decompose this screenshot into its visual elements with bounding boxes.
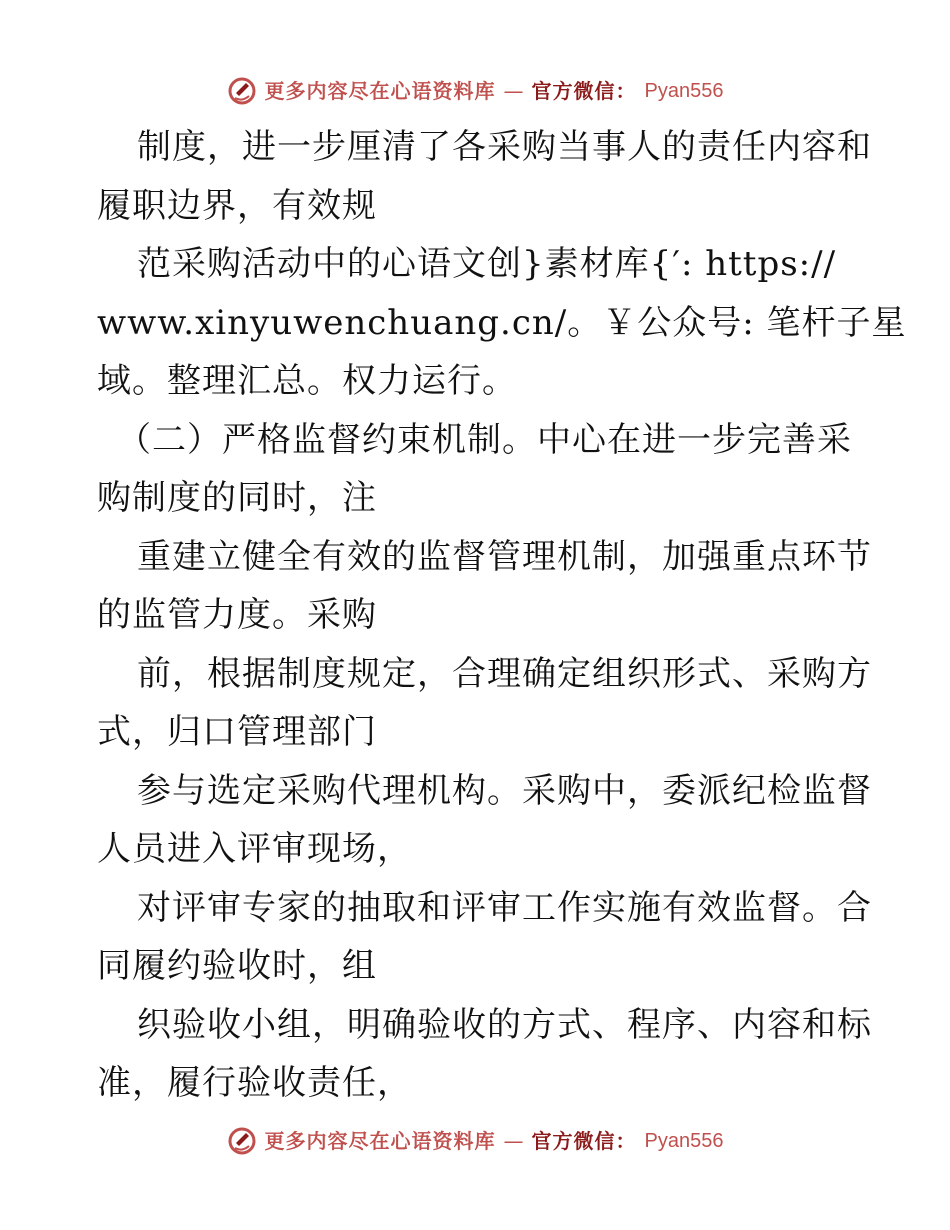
- watermark-account-id: Pyan556: [644, 80, 724, 102]
- body-line: 重建立健全有效的监督管理机制，加强重点环节: [137, 536, 872, 577]
- body-line: 对评审专家的抽取和评审工作实施有效监督。合: [137, 887, 872, 928]
- body-line: 人员进入评审现场，: [97, 829, 412, 869]
- body-line: 式，归口管理部门: [97, 712, 377, 752]
- body-line: 准，履行验收责任，: [97, 1063, 412, 1103]
- body-line: 同履约验收时，组: [97, 946, 377, 986]
- body-line: 制度，进一步厘清了各采购当事人的责任内容和: [137, 127, 872, 167]
- brand-logo-icon: [227, 76, 257, 106]
- header-watermark: [0, 76, 950, 106]
- watermark-account-id: Pyan556: [644, 1130, 724, 1152]
- body-line: www.xinyuwenchuang.cn/。￥公众号: 笔杆子星: [97, 302, 907, 343]
- body-line: 的监管力度。采购: [97, 595, 377, 635]
- body-line: 参与选定采购代理机构。采购中，委派纪检监督: [137, 770, 872, 811]
- document-body: [97, 118, 907, 1113]
- body-line: 购制度的同时，注: [97, 478, 377, 518]
- body-line: 域。整理汇总。权力运行。: [97, 361, 517, 401]
- watermark-sub-text: 官方微信：: [531, 1129, 637, 1153]
- watermark-main-text: 更多内容尽在心语资料库: [264, 79, 496, 103]
- body-line: 履职边界，有效规: [97, 185, 377, 226]
- watermark-dash: —: [503, 1129, 524, 1153]
- footer-watermark: [0, 1126, 950, 1156]
- watermark-dash: —: [503, 79, 524, 103]
- body-line: （二）严格监督约束机制。中心在进一步完善采: [117, 419, 852, 460]
- body-line: 范采购活动中的心语文创}素材库{′: https://: [137, 244, 837, 284]
- watermark-main-text: 更多内容尽在心语资料库: [264, 1129, 496, 1153]
- watermark-sub-text: 官方微信：: [531, 79, 637, 103]
- brand-logo-icon: [227, 1126, 257, 1156]
- body-line: 织验收小组，明确验收的方式、程序、内容和标: [137, 1004, 872, 1045]
- body-line: 前，根据制度规定，合理确定组织形式、采购方: [137, 653, 872, 694]
